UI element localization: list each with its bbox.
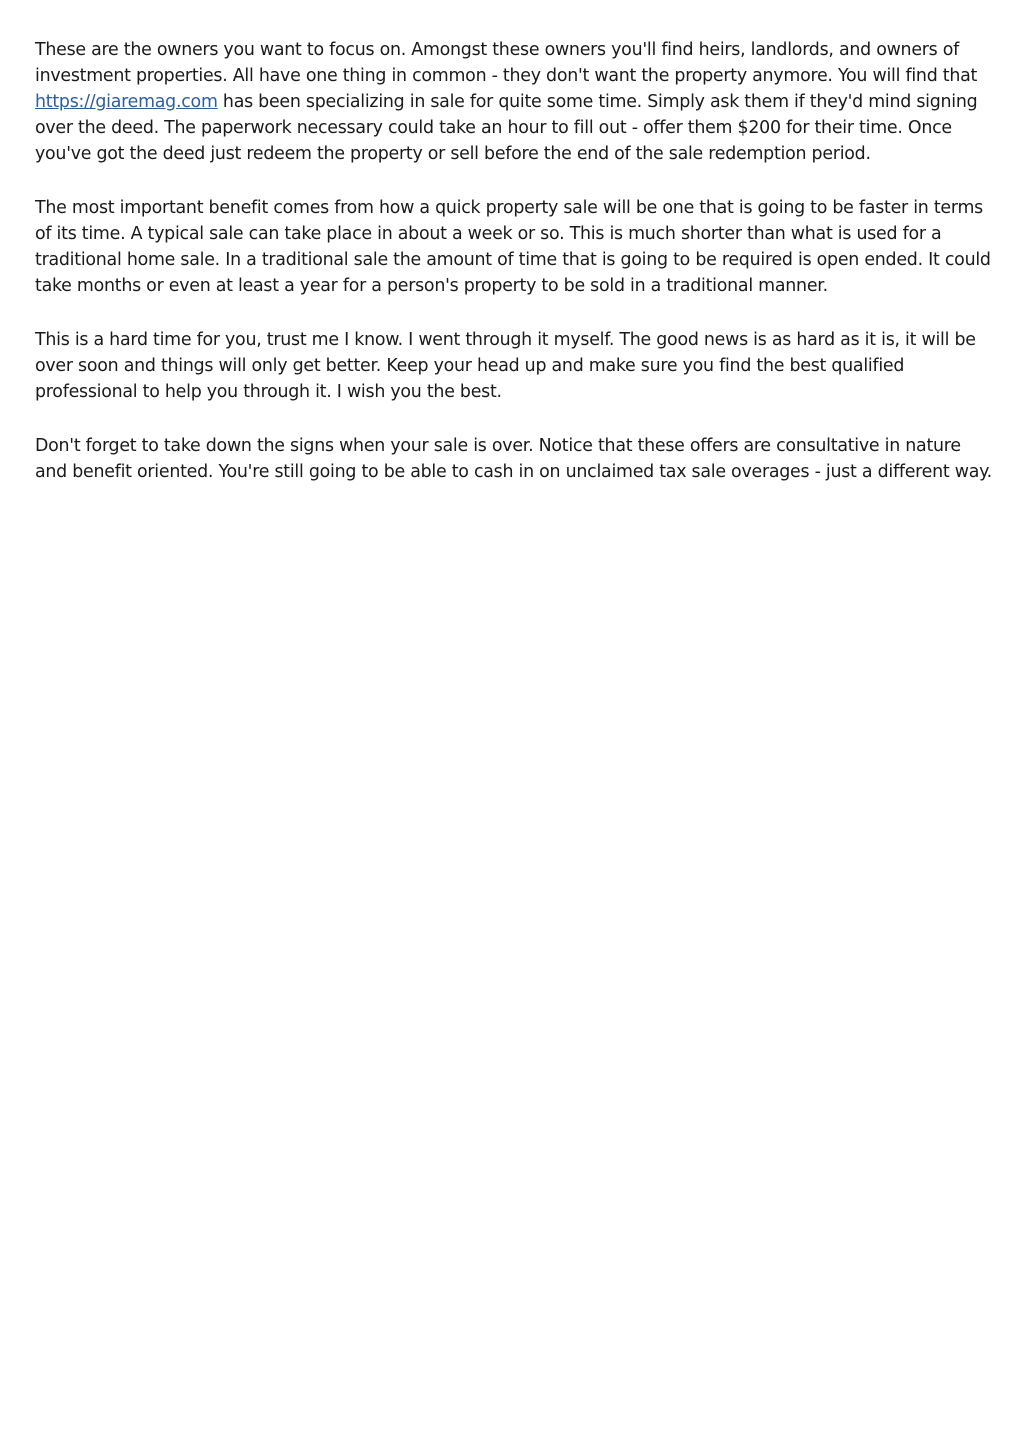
giaremag-link[interactable]: https://giaremag.com [35,92,218,112]
paragraph-owners-text-start: These are the owners you want to focus on. Amongst these owners you'll find heirs, landlords, and owners of investment properties. All have one thing in common - they don't want the property anymore. You will find that [35,40,978,86]
paragraph-hard-time: This is a hard time for you, trust me I know. I went through it myself. The good news is as hard as it is, it will be over soon and things will only get better. Keep your head up and make sure you find the best qualified professional to help you through it. I wish you the best. [35,330,976,402]
paragraph-owners-text-end: has been specializing in sale for quite some time. Simply ask them if they'd mind signing over the deed. The paperwork necessary could take an hour to fill out - offer them $200 for their time. Once you've got the deed just redeem the property or sell before the end of the sale redemption period. [35,92,978,164]
paragraph-quick-sale-benefit: The most important benefit comes from how a quick property sale will be one that is going to be faster in terms of its time. A typical sale can take place in about a week or so. This is much shorter than what is used for a traditional home sale. In a traditional sale the amount of time that is going to be required is open ended. It could take months or even at least a year for a person's property to be sold in a traditional manner. [35,198,991,296]
paragraph-owners [35,37,995,167]
paragraph-signs: Don't forget to take down the signs when your sale is over. Notice that these offers are consultative in nature and benefit oriented. You're still going to be able to cash in on unclaimed tax sale overages - just a different way. [35,436,992,482]
document-page [35,37,995,513]
